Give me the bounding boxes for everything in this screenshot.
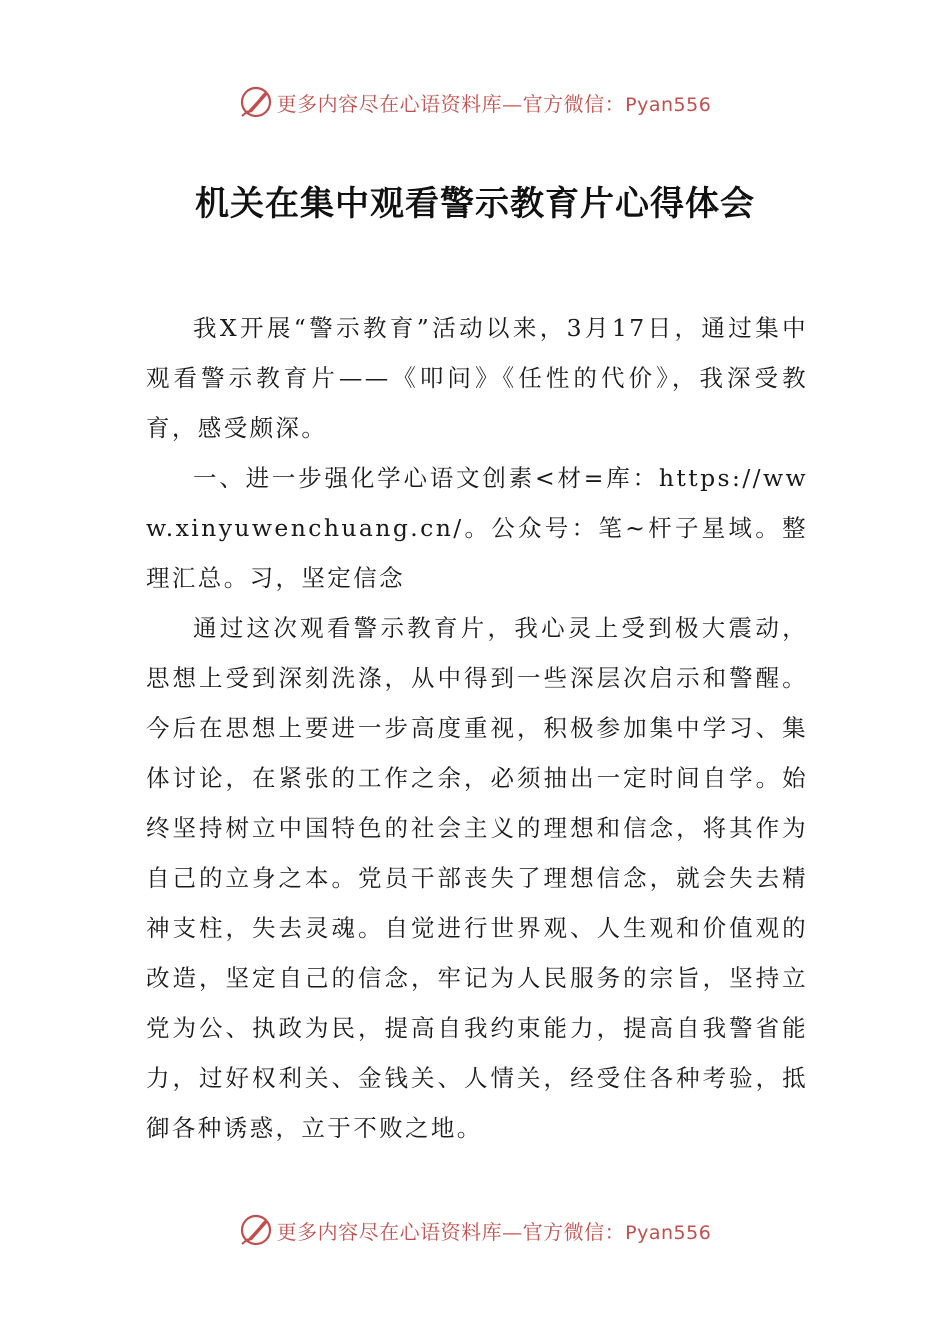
- paragraph-intro: 我X开展“警示教育”活动以来，3月17日，通过集中观看警示教育片——《叩问》《任性的代价》，我深受教育，感受颇深。: [146, 314, 808, 442]
- wechat-id: Pyan556: [625, 1221, 712, 1244]
- document-body: [146, 303, 808, 1153]
- quill-pen-circle-icon: [239, 85, 273, 119]
- paragraph-main: 通过这次观看警示教育片，我心灵上受到极大震动，思想上受到深刻洗涤，从中得到一些深层次启示和警醒。今后在思想上要进一步高度重视，积极参加集中学习、集体讨论，在紧张的工作之余，必须抽出一定时间自学。始终坚持树立中国特色的社会主义的理想和信念，将其作为自己的立身之本。党员干部丧失了理想信念，就会失去精神支柱，失去灵魂。自觉进行世界观、人生观和价值观的改造，坚定自己的信念，牢记为人民服务的宗旨，坚持立党为公、执政为民，提高自我约束能力，提高自我警省能力，过好权利关、金钱关、人情关，经受住各种考验，抵御各种诱惑，立于不败之地。: [146, 614, 808, 1142]
- banner-text: [277, 1216, 712, 1245]
- banner-label: 更多内容尽在心语资料库—官方微信：: [276, 91, 626, 116]
- wechat-id: Pyan556: [625, 93, 712, 116]
- page-title: 机关在集中观看警示教育片心得体会: [195, 184, 755, 224]
- header-banner: [0, 82, 950, 122]
- banner-text: [277, 88, 712, 117]
- paragraph-section-heading: 一、进一步强化学心语文创素<材=库：https://www.xinyuwenchuang.cn/。公众号：笔~杆子星域。整理汇总。习，坚定信念: [146, 464, 808, 592]
- banner-label: 更多内容尽在心语资料库—官方微信：: [276, 1219, 626, 1244]
- footer-banner: [0, 1210, 950, 1250]
- quill-pen-circle-icon: [239, 1213, 273, 1247]
